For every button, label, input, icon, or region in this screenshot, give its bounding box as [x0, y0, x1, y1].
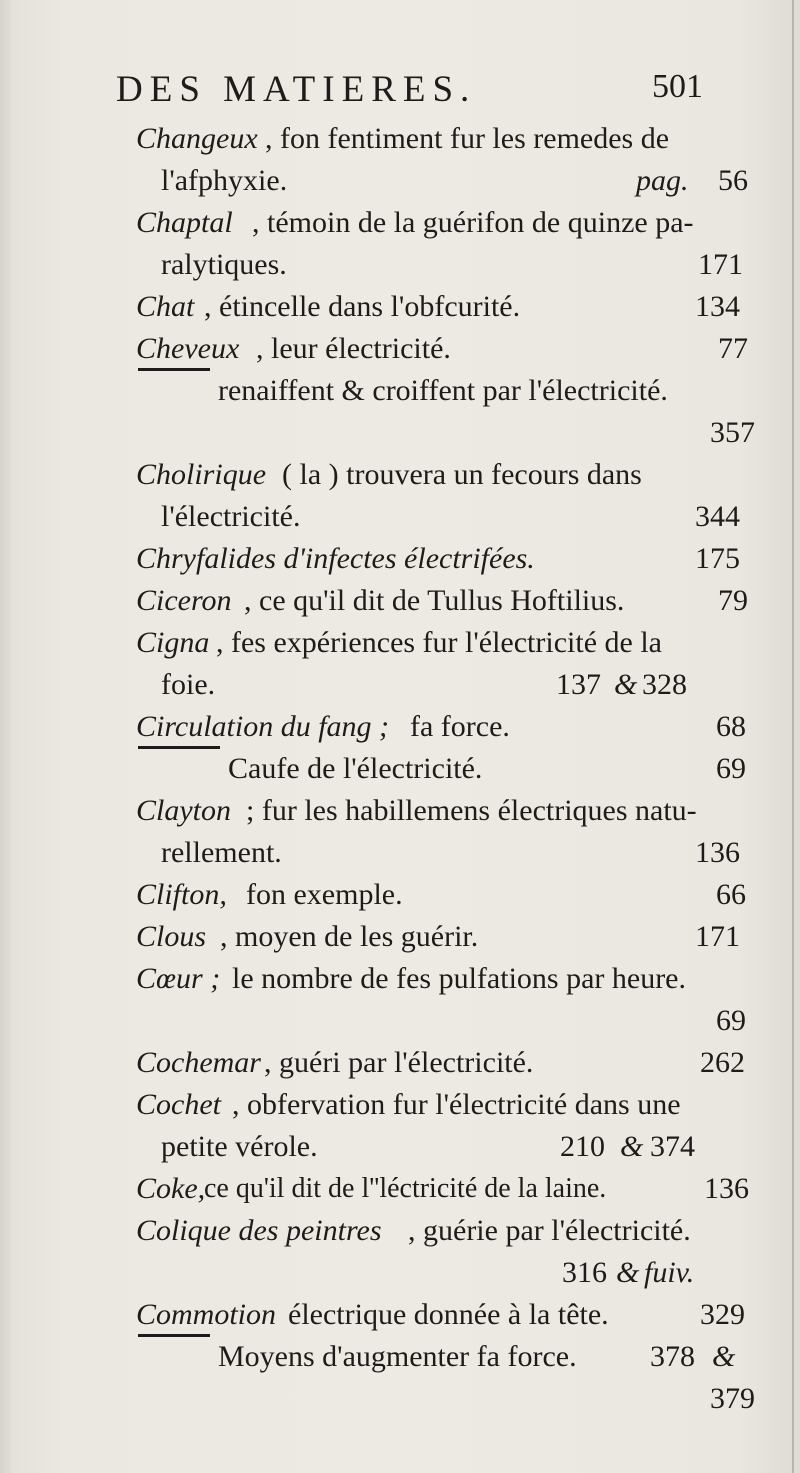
entry-head: Coke,	[136, 1172, 206, 1205]
entry-text: l'électricité.	[161, 500, 301, 533]
ampersand: &	[620, 1130, 644, 1163]
page-ref: 69	[716, 1004, 746, 1037]
entry-head: Chaptal	[136, 206, 233, 239]
entry-head: Commotion	[136, 1298, 277, 1331]
entry-head: Clous	[136, 920, 207, 953]
entry-head: Ciceron	[136, 584, 232, 617]
entry-head: Cœur ;	[136, 962, 221, 995]
page-ref: 374	[650, 1130, 695, 1163]
entry-text: , fes expériences fur l'électricité de la	[216, 626, 662, 659]
index-entry-circulation	[0, 704, 800, 750]
entry-text: fa force.	[410, 710, 510, 743]
entry-head: Cochet	[136, 1088, 221, 1121]
entry-head: Clayton	[136, 794, 231, 827]
page-ref: 137	[556, 668, 601, 701]
page-ref: 329	[700, 1298, 745, 1331]
page-ref: 379	[710, 1382, 755, 1415]
index-entry-coke	[0, 1166, 800, 1212]
entry-head: Chat	[136, 290, 195, 323]
index-entry-colique-cont	[0, 1250, 800, 1296]
page-ref: 328	[642, 668, 687, 701]
entry-text: rellement.	[161, 836, 282, 869]
entry-text: , étincelle dans l'obfcurité.	[204, 290, 521, 323]
page-ref: 171	[698, 248, 743, 281]
entry-text: électrique donnée à la tête.	[288, 1298, 609, 1331]
entry-head: Chryfalides d'infectes électrifées.	[136, 542, 535, 575]
entry-text: , guéri par l'électricité.	[264, 1046, 534, 1079]
index-entry-cheveux-sub-cont	[0, 410, 800, 456]
page-ref: 344	[695, 500, 740, 533]
index-entry-cigna	[0, 620, 800, 666]
index-entry-chat	[0, 284, 800, 330]
pag-abbrev: pag.	[636, 164, 689, 197]
index-entry-changeux	[0, 116, 800, 162]
fuiv-abbrev: fuiv.	[644, 1256, 695, 1289]
index-entry-cochet-cont	[0, 1124, 800, 1170]
entry-text: , leur électricité.	[256, 332, 451, 365]
entry-head: Clifton,	[136, 878, 227, 911]
ampersand: &	[616, 1256, 640, 1289]
entry-text: , témoin de la guérifon de quinze pa-	[252, 206, 694, 239]
entry-text: Caufe de l'électricité.	[228, 752, 483, 785]
index-entry-ciceron	[0, 578, 800, 624]
entry-head: Changeux	[136, 122, 258, 155]
entry-text: ; fur les habillemens électriques natu-	[246, 794, 697, 827]
index-entry-coeur-cont	[0, 998, 800, 1044]
entry-text: petite vérole.	[161, 1130, 318, 1163]
page-ref: 136	[704, 1172, 749, 1205]
index-entry-cigna-cont	[0, 662, 800, 708]
entry-head: Cheveux	[136, 332, 240, 365]
repeat-dash	[138, 1334, 210, 1337]
index-entry-cochemar	[0, 1040, 800, 1086]
entry-head: Cigna	[136, 626, 210, 659]
index-entry-cheveux	[0, 326, 800, 372]
entry-text: foie.	[161, 668, 216, 701]
entry-text: fon exemple.	[246, 878, 403, 911]
ampersand: &	[712, 1340, 736, 1373]
index-entry-commotion	[0, 1292, 800, 1338]
repeat-dash	[138, 368, 210, 371]
index-entry-coeur	[0, 956, 800, 1002]
index-entry-changeux-cont	[0, 158, 800, 204]
entry-head: Cochemar	[136, 1046, 261, 1079]
page-number: 501	[652, 68, 703, 105]
entry-head: Cholirique	[136, 458, 267, 491]
page-ref: 66	[716, 878, 746, 911]
page-ref: 357	[710, 416, 755, 449]
index-entry-chaptal-cont	[0, 242, 800, 288]
page-ref: 56	[718, 164, 748, 197]
index-entry-cheveux-sub	[0, 368, 800, 414]
page-ref: 68	[716, 710, 746, 743]
page-ref: 210	[560, 1130, 605, 1163]
header-title: DES MATIERES.	[116, 69, 477, 110]
page-ref: 175	[695, 542, 740, 575]
entry-text: , fon fentiment fur les remedes de	[265, 122, 670, 155]
index-entry-clayton	[0, 788, 800, 834]
entry-text: , moyen de les guérir.	[220, 920, 479, 953]
page-ref: 77	[718, 332, 748, 365]
entry-text: , guérie par l'électricité.	[408, 1214, 691, 1247]
index-entry-cholirique	[0, 452, 800, 498]
index-entry-commotion-sub	[0, 1334, 800, 1380]
index-entry-colique	[0, 1208, 800, 1254]
index-entry-cholirique-cont	[0, 494, 800, 540]
entry-text: ( la ) trouvera un fecours dans	[282, 458, 642, 491]
page-ref: 316	[562, 1256, 607, 1289]
entry-text: renaiffent & croiffent par l'électricité.	[218, 374, 668, 407]
index-entry-commotion-sub-cont	[0, 1376, 800, 1422]
index-entry-cochet	[0, 1082, 800, 1128]
entry-text: ralytiques.	[161, 248, 287, 281]
repeat-dash	[138, 746, 220, 749]
index-entry-chaptal	[0, 200, 800, 246]
page-ref: 378	[650, 1340, 695, 1373]
index-entry-circulation-sub	[0, 746, 800, 792]
ampersand: &	[614, 668, 638, 701]
index-entry-clifton	[0, 872, 800, 918]
entry-text: l'afphyxie.	[161, 164, 288, 197]
index-entry-chryfalides	[0, 536, 800, 582]
page-ref: 136	[695, 836, 740, 869]
entry-head: Circulation du fang ;	[136, 710, 390, 743]
entry-head: Colique des peintres	[136, 1214, 382, 1247]
index-entry-clayton-cont	[0, 830, 800, 876]
entry-text: le nombre de fes pulfations par heure.	[232, 962, 686, 995]
entry-text: , ce qu'il dit de Tullus Hoftilius.	[244, 584, 625, 617]
page-ref: 171	[695, 920, 740, 953]
entry-text: ce qu'il dit de l''léctricité de la laine.	[204, 1173, 607, 1204]
page-ref: 262	[700, 1046, 745, 1079]
page-ref: 134	[695, 290, 740, 323]
entry-text: Moyens d'augmenter fa force.	[218, 1340, 577, 1373]
page-ref: 69	[716, 752, 746, 785]
page-ref: 79	[718, 584, 748, 617]
entry-text: , obfervation fur l'électricité dans une	[232, 1088, 681, 1121]
index-entry-clous	[0, 914, 800, 960]
